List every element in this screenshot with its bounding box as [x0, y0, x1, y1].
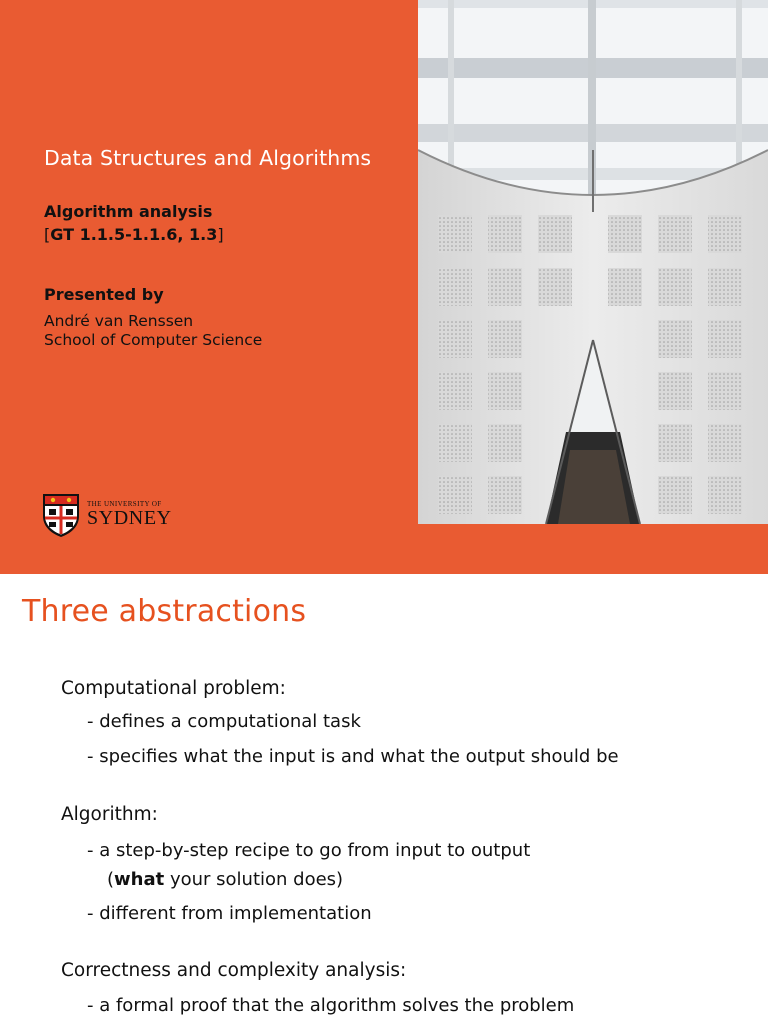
- presented-by-label: Presented by: [44, 285, 164, 304]
- textbook-reference: [44, 224, 224, 246]
- presenter-name: André van Renssen: [44, 312, 194, 330]
- bullet-item: - defines a computational task: [87, 711, 361, 732]
- bullet-item: - specifies what the input is and what the output should be: [87, 746, 619, 767]
- reference-text: GT 1.1.5-1.1.6, 1.3: [50, 225, 218, 244]
- slide-title: Three abstractions: [22, 594, 307, 629]
- presenter-school: School of Computer Science: [44, 331, 263, 349]
- building-interior-photo: [418, 0, 768, 524]
- continuation-open: (: [107, 869, 115, 890]
- university-crest-icon: [41, 492, 81, 538]
- continuation-rest: your solution does): [164, 869, 344, 890]
- reference-open-bracket: [: [44, 225, 51, 244]
- logo-line2: SYDNEY: [87, 507, 172, 529]
- lecture-subtitle: Algorithm analysis: [44, 202, 213, 221]
- bullet-item: - a formal proof that the algorithm solves the problem: [87, 995, 575, 1016]
- university-logo: [41, 492, 181, 538]
- heading-computational-problem: Computational problem:: [61, 678, 286, 699]
- bullet-item: - a step-by-step recipe to go from input to output: [87, 840, 531, 861]
- heading-correctness-complexity: Correctness and complexity analysis:: [61, 960, 407, 981]
- bullet-item: - different from implementation: [87, 903, 372, 924]
- emphasis-what: what: [114, 869, 165, 890]
- logo-line1: THE UNIVERSITY OF: [87, 500, 162, 508]
- course-title: Data Structures and Algorithms: [44, 146, 372, 170]
- reference-close-bracket: ]: [217, 225, 224, 244]
- bullet-continuation: [107, 867, 343, 893]
- heading-algorithm: Algorithm:: [61, 804, 158, 825]
